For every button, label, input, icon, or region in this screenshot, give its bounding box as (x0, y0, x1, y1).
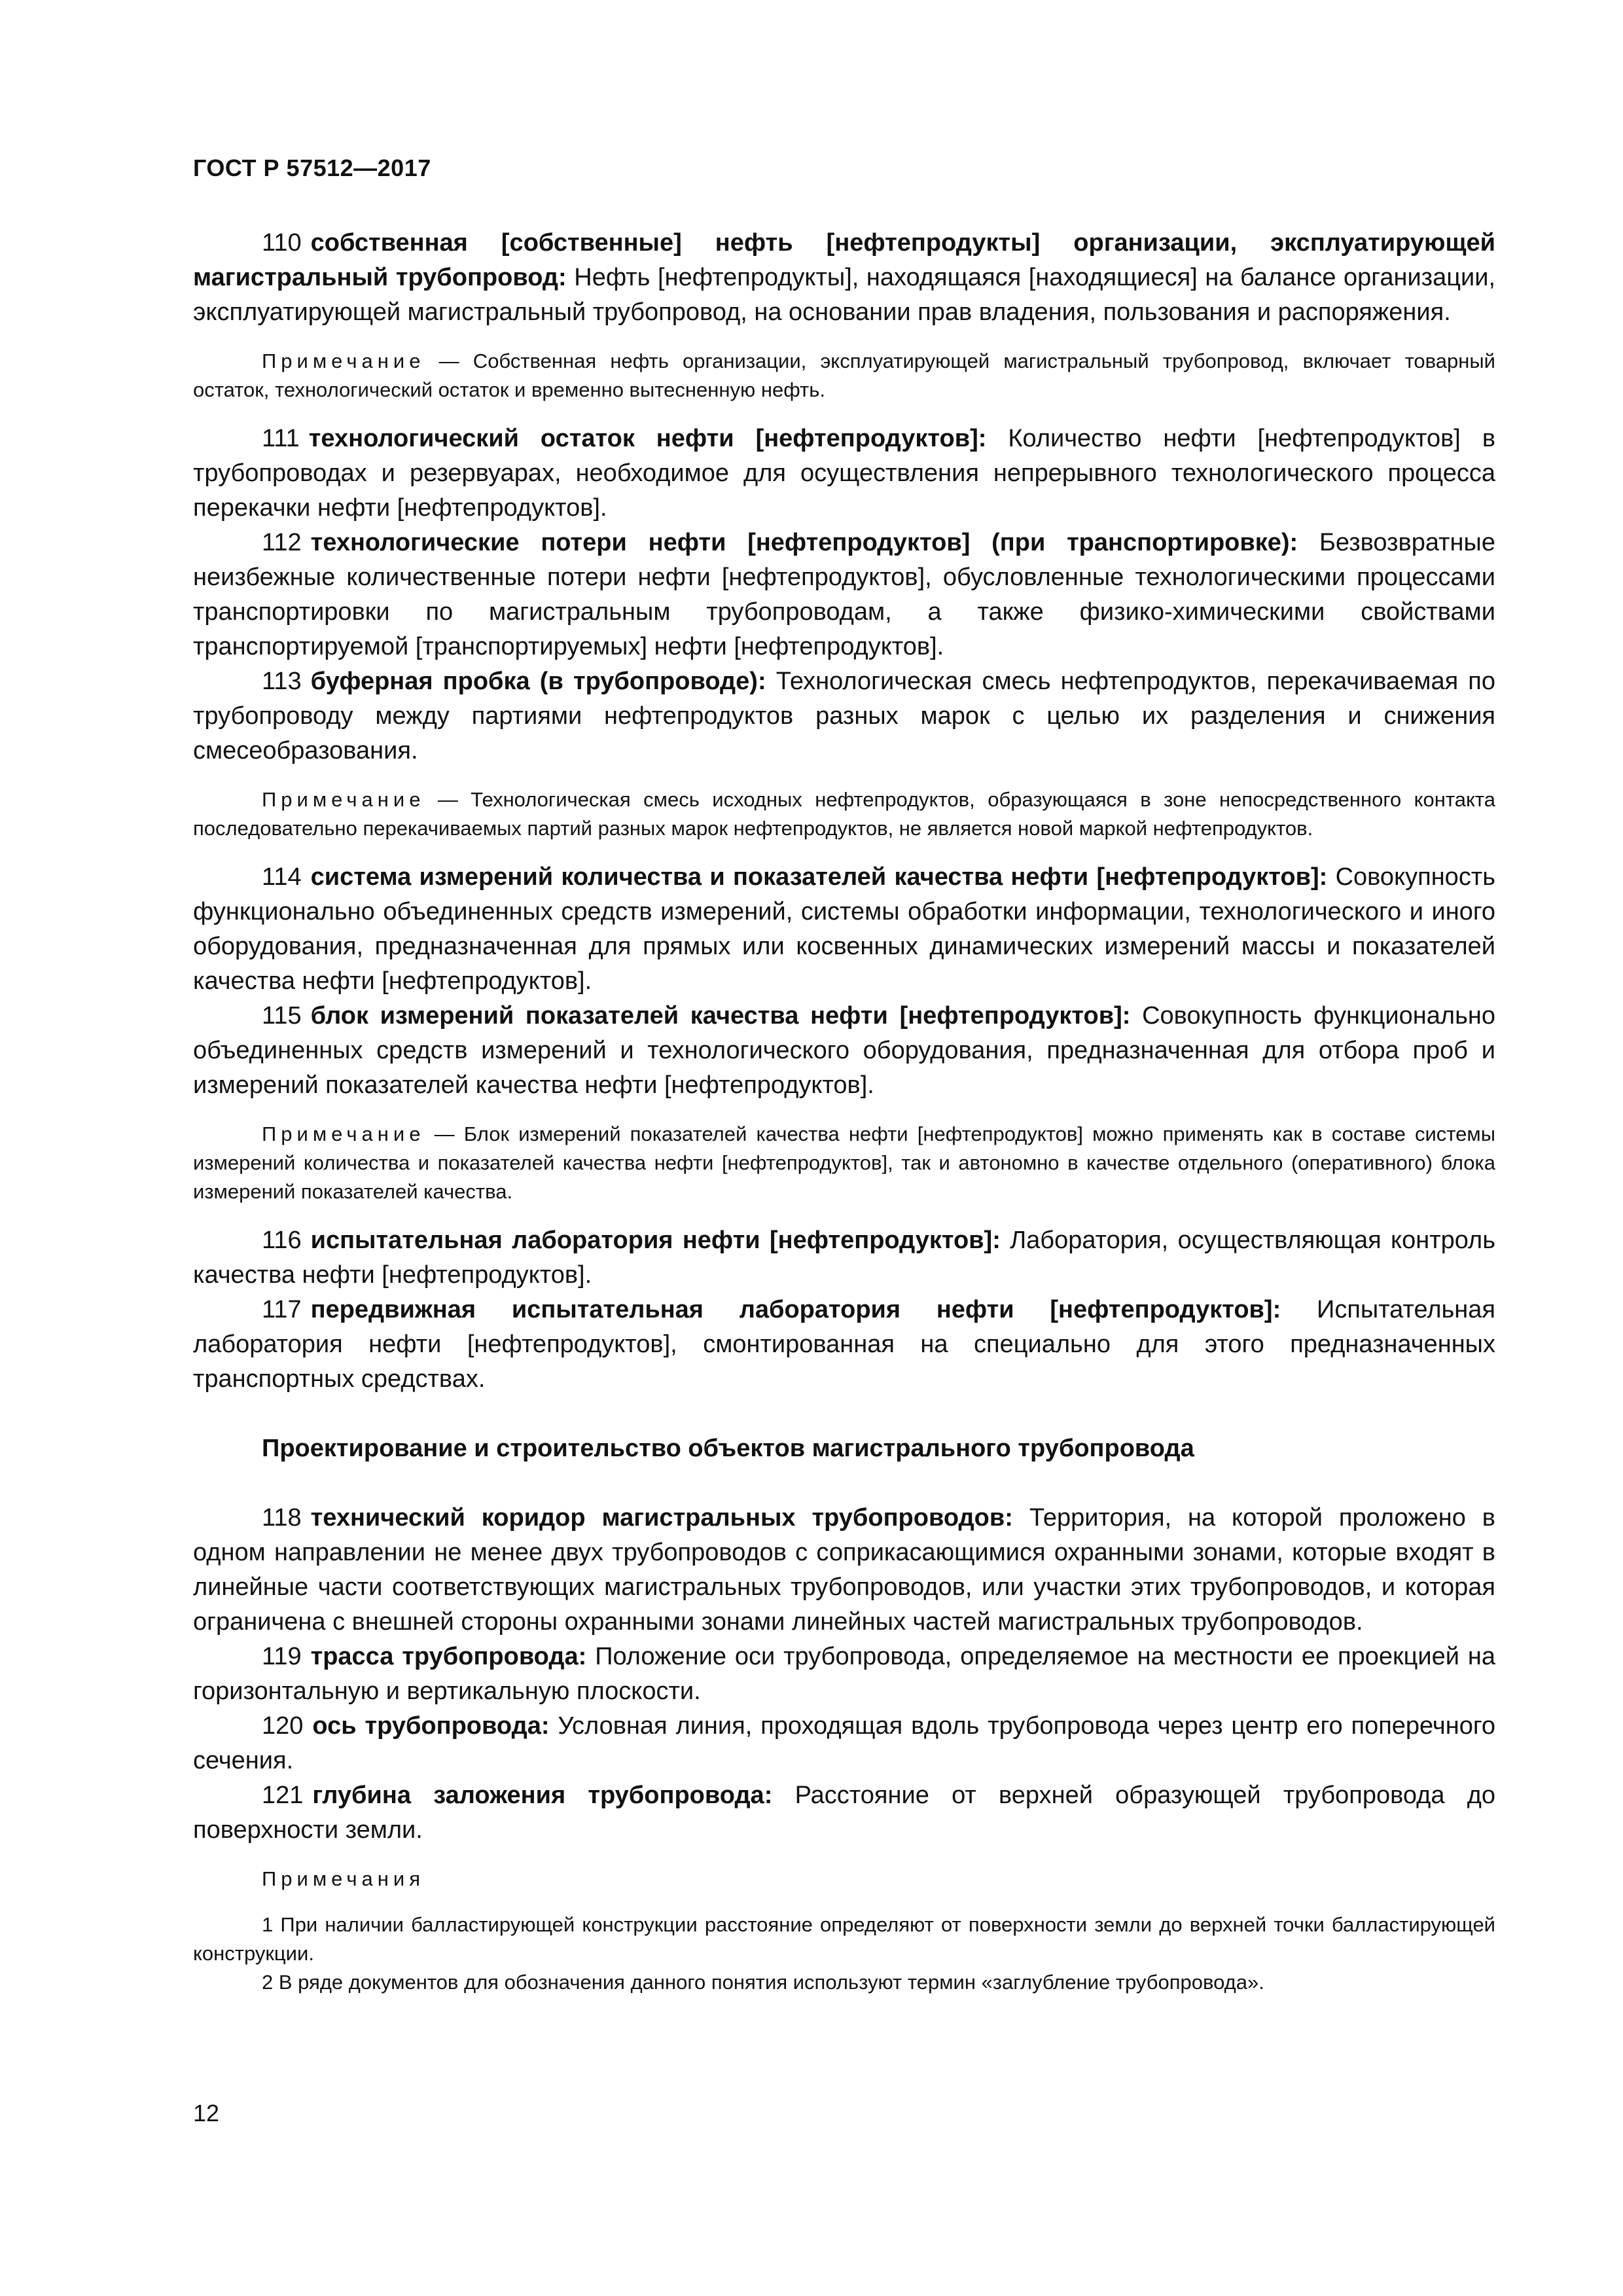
term-title: система измерений количества и показателей качества нефти [нефтепродуктов]: (310, 863, 1328, 891)
term-definition: Совокупность функционально объединенных средств измерений, системы обработки информации, технологического и иного оборудования, предназначенная для прямых или косвенных динамических измерений массы и показателей качества нефти [нефтепродуктов]. (193, 863, 1496, 995)
term-title: собственная [собственные] нефть [нефтепродукты] организации, эксплуатирующей магистральный трубопровод: (193, 229, 1495, 291)
term-119 (193, 1640, 1495, 1709)
term-title: технологические потери нефти [нефтепродуктов] (при транспортировке): (310, 529, 1298, 556)
term-definition: Испытательная лаборатория нефти [нефтепродуктов], смонтированная на специально для этого предназначенных транспортных средствах. (193, 1296, 1495, 1393)
term-definition: Совокупность функционально объединенных средств измерений и технологического оборудования, предназначенная для отбора проб и измерений показателей качества нефти [нефтепродуктов]. (193, 1002, 1495, 1099)
term-definition: Условная линия, проходящая вдоль трубопровода через центр его поперечного сечения. (193, 1712, 1496, 1774)
note-115 (193, 1120, 1495, 1206)
term-118 (193, 1501, 1495, 1640)
term-number: 115 (262, 1002, 302, 1030)
notes-list (193, 1910, 1495, 1997)
term-number: 116 (262, 1227, 302, 1254)
page-number: 12 (193, 2100, 220, 2126)
term-title: технологический остаток нефти [нефтепродуктов]: (308, 425, 987, 452)
term-title: буферная пробка (в трубопроводе): (310, 668, 766, 695)
term-definition: Нефть [нефтепродукты], находящаяся [находящиеся] на балансе организации, эксплуатирующей магистральный трубопровод, на основании прав владения, пользования и распоряжения. (193, 264, 1495, 326)
term-title: передвижная испытательная лаборатория нефти [нефтепродуктов]: (310, 1296, 1281, 1323)
term-113 (193, 664, 1495, 768)
term-number: 113 (262, 668, 302, 695)
term-112 (193, 526, 1495, 664)
term-116 (193, 1223, 1495, 1293)
term-121 (193, 1778, 1495, 1848)
note-text: — Блок измерений показателей качества нефти [нефтепродуктов] можно применять как в составе системы измерений количества и показателей качества нефти [нефтепродуктов], так и автономно в качестве отдельного (оперативного) блока измерений показателей качества. (193, 1122, 1495, 1203)
note-label: Примечание (262, 1122, 425, 1145)
note-item: 2 В ряде документов для обозначения данного понятия используют термин «заглубление трубопровода». (262, 1971, 1264, 1994)
term-number: 120 (262, 1712, 304, 1740)
term-definition: Лаборатория, осуществляющая контроль качества нефти [нефтепродуктов]. (193, 1227, 1496, 1289)
term-definition: Расстояние от верхней образующей трубопровода до поверхности земли. (193, 1782, 1496, 1844)
term-definition: Положение оси трубопровода, определяемое на местности ее проекцией на горизонтальную и вертикальную плоскости. (193, 1643, 1495, 1705)
term-number: 112 (262, 529, 302, 556)
note-110 (193, 347, 1495, 404)
term-111 (193, 422, 1495, 526)
notes-label (193, 1865, 1495, 1893)
term-115 (193, 999, 1495, 1103)
term-110 (193, 226, 1495, 330)
term-title: ось трубопровода: (312, 1712, 550, 1740)
note-label: Примечание (262, 788, 425, 811)
document-header: ГОСТ Р 57512—2017 (193, 154, 431, 181)
term-114 (193, 860, 1495, 999)
term-number: 121 (262, 1782, 304, 1809)
term-number: 117 (262, 1296, 302, 1323)
term-title: испытательная лаборатория нефти [нефтепродуктов]: (310, 1227, 1001, 1254)
term-definition: Безвозвратные неизбежные количественные потери нефти [нефтепродуктов], обусловленные технологическими процессами транспортировки по магистральным трубопроводам, а также физико-химическими свойствами транспортируемой [транспортируемых] нефти [нефтепродуктов]. (193, 529, 1495, 660)
term-title: блок измерений показателей качества нефти [нефтепродуктов]: (310, 1002, 1131, 1030)
term-number: 114 (262, 863, 302, 891)
term-definition: Территория, на которой проложено в одном направлении не менее двух трубопроводов с соприкасающимися охранными зонами, которые входят в линейные части соответствующих магистральных трубопроводов, или участки этих трубопроводов, и которая ограничена с внешней стороны охранными зонами линейных частей магистральных трубопроводов. (193, 1504, 1495, 1636)
term-title: трасса трубопровода: (310, 1643, 587, 1670)
note-113 (193, 785, 1495, 843)
term-definition: Количество нефти [нефтепродуктов] в трубопроводах и резервуарах, необходимое для осуществления непрерывного технологического процесса перекачки нефти [нефтепродуктов]. (193, 425, 1496, 522)
note-text: — Собственная нефть организации, эксплуатирующей магистральный трубопровод, включает товарный остаток, технологический остаток и временно вытесненную нефть. (193, 350, 1495, 401)
term-117 (193, 1293, 1495, 1397)
note-text: — Технологическая смесь исходных нефтепродуктов, образующаяся в зоне непосредственного контакта последовательно перекачиваемых партий разных марок нефтепродуктов, не является новой маркой нефтепродуктов. (193, 788, 1495, 840)
note-item: 1 При наличии балластирующей конструкции расстояние определяют от поверхности земли до верхней точки балластирующей конструкции. (193, 1913, 1495, 1965)
term-definition: Технологическая смесь нефтепродуктов, перекачиваемая по трубопроводу между партиями нефтепродуктов разных марок с целью их разделения и снижения смесеобразования. (193, 668, 1495, 764)
term-number: 110 (262, 229, 302, 257)
notes-label-text: Примечания (262, 1867, 425, 1890)
term-number: 111 (262, 425, 300, 452)
term-title: глубина заложения трубопровода: (312, 1782, 773, 1809)
term-120 (193, 1709, 1495, 1778)
term-number: 118 (262, 1504, 302, 1532)
note-label: Примечание (262, 350, 425, 372)
section-heading: Проектирование и строительство объектов магистрального трубопровода (262, 1435, 1194, 1462)
term-number: 119 (262, 1643, 302, 1670)
term-title: технический коридор магистральных трубопроводов: (310, 1504, 1013, 1532)
document-body (193, 226, 1495, 1997)
